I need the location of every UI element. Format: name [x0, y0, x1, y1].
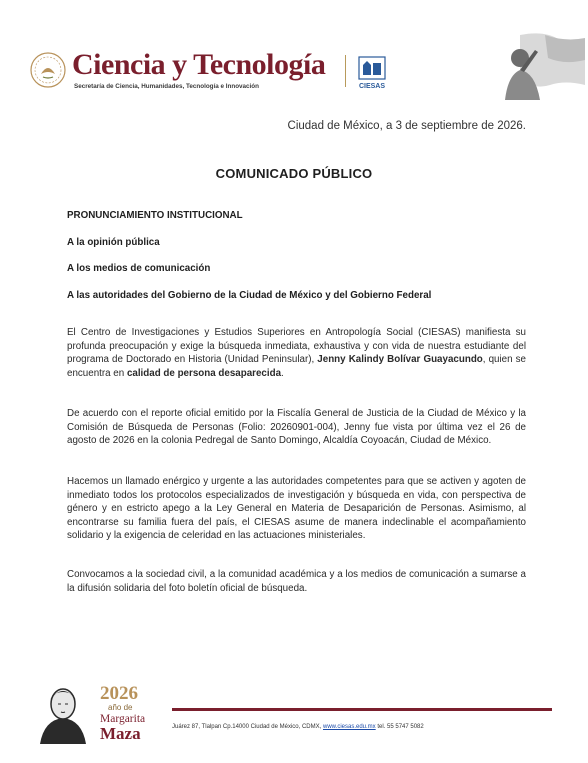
paragraph-1	[67, 326, 526, 380]
brand-subtitle: Secretaría de Ciencia, Humanidades, Tecnología e Innovación	[74, 83, 259, 90]
date-line: Ciudad de México, a 3 de septiembre de 2026.	[287, 120, 526, 132]
heading-pronunciamiento: PRONUNCIAMIENTO INSTITUCIONAL	[67, 210, 243, 221]
paragraph-3: Hacemos un llamado enérgico y urgente a las autoridades competentes para que se activen y agoten de inmediato todos los protocolos especializados de investigación y búsqueda en vida, con perspectiva de género y en estricto apego a la Ley General en Materia de Desaparición de Personas. Asimismo, al encontrarse su familia fuera del país, el CIESAS asume de manera indeclinable el acompañamiento solidario y la exigencia de celeridad en las actuaciones ministeriales.	[67, 476, 526, 541]
status-text: calidad de persona desaparecida	[126, 367, 282, 379]
flag-figure-illustration	[490, 30, 585, 100]
footer-bar	[172, 708, 552, 711]
brand-name: Ciencia y Tecnología	[72, 48, 326, 81]
heading-autoridades: A las autoridades del Gobierno de la Ciudad de México y del Gobierno Federal	[67, 290, 432, 301]
margarita-maza-portrait	[30, 680, 96, 744]
paragraph-4: Convocamos a la sociedad civil, a la comunidad académica y a los medios de comunicación a sumarse a la difusión solidaria del foto boletín oficial de búsqueda.	[67, 569, 526, 594]
ciesas-logo-text: CIESAS	[358, 83, 386, 90]
website-link[interactable]: www.ciesas.edu.mx	[322, 724, 376, 730]
p1-text-b: , quien se encuentra en	[67, 354, 526, 379]
paragraph-2: De acuerdo con el reporte oficial emitido por la Fiscalía General de Justicia de la Ciudad de México y la Comisión de Búsqueda de Personas (Folio: 20260901-004), Jenny fue vista por última vez el 26 de agosto de 2026 en la colonia Pedregal de Santo Domingo, Alcaldía Coyoacán, Ciudad de México.	[67, 408, 526, 446]
year-name-last: Maza	[100, 724, 141, 743]
year-de: año de	[108, 703, 133, 712]
document-title: COMUNICADO PÚBLICO	[215, 166, 373, 181]
heading-medios: A los medios de comunicación	[67, 263, 211, 274]
ciesas-logo	[357, 55, 387, 91]
p1-text-c: .	[281, 367, 284, 379]
header-divider	[345, 55, 346, 87]
year-block	[100, 684, 160, 742]
footer-contact	[172, 724, 424, 730]
student-name: Jenny Kalindy Bolívar Guayacundo	[317, 354, 483, 365]
year-number: 2026	[100, 683, 138, 704]
footer-phone: tel. 55 5747 5082	[377, 724, 424, 730]
footer-address: Juárez 87, Tlalpan Cp.14000 Ciudad de México, CDMX,	[172, 724, 322, 730]
p1-text-a: El Centro de Investigaciones y Estudios Superiores en Antropología Social (CIESAS) manifiesta su profunda preocupación y exige la búsqueda inmediata, exhaustiva y con vida de nuestra estudiante del programa de Doctorado en Historia (Unidad Peninsular),	[67, 327, 526, 365]
mexico-seal-icon	[30, 52, 66, 88]
year-name-first: Margarita	[100, 713, 146, 725]
heading-opinion-publica: A la opinión pública	[67, 237, 160, 248]
